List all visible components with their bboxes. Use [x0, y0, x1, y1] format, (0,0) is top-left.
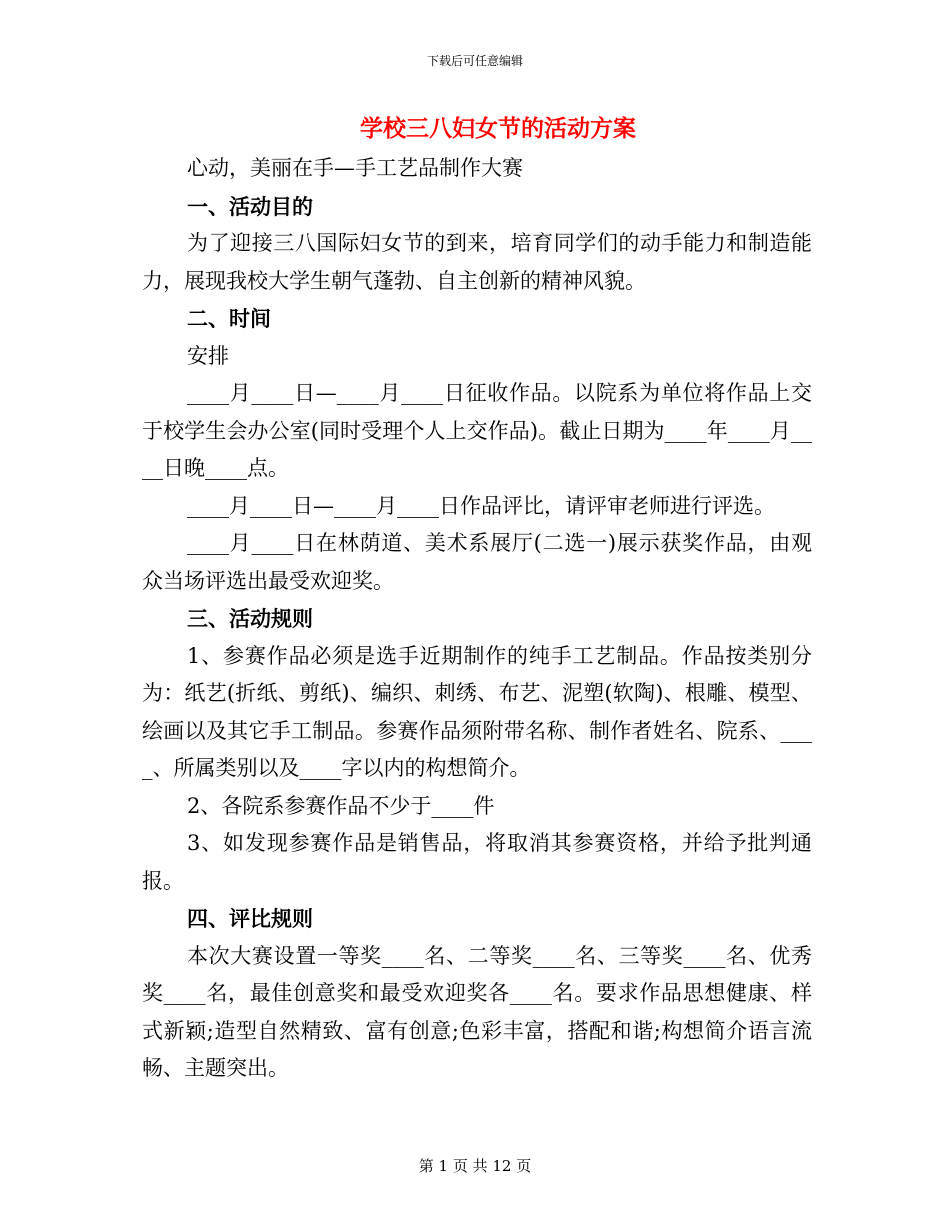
body-paragraph: 2、各院系参赛作品不少于____件: [187, 793, 495, 818]
page-header-note: 下载后可任意编辑: [426, 54, 523, 68]
body-paragraph: ____月____日—____月____日作品评比，请评审老师进行评选。: [187, 493, 775, 518]
body-paragraph: 本次大赛设置一等奖____名、二等奖____名、三等奖____名、优秀奖____名，最佳创意奖和最受欢迎奖各____名。要求作品思想健康、样式新颖;造型自然精致、富有创意;色彩丰富，搭配和谐;构想简介语言流畅、主题突出。: [142, 943, 812, 1080]
section-heading-rules: 三、活动规则: [187, 606, 313, 631]
body-paragraph: 安排: [187, 343, 229, 368]
subtitle-paragraph: 心动，美丽在手—手工艺品制作大赛: [187, 156, 523, 180]
body-paragraph: 为了迎接三八国际妇女节的到来，培育同学们的动手能力和制造能力，展现我校大学生朝气蓬勃、自主创新的精神风貌。: [142, 231, 812, 293]
section-heading-time: 二、时间: [187, 306, 271, 331]
document-title: 学校三八妇女节的活动方案: [360, 115, 636, 142]
page-footer: 第 1 页 共 12 页: [418, 1157, 532, 1175]
document-body: [142, 150, 812, 1088]
section-heading-judging: 四、评比规则: [187, 906, 313, 931]
body-paragraph: 3、如发现参赛作品是销售品，将取消其参赛资格，并给予批判通报。: [142, 831, 812, 893]
body-paragraph: ____月____日—____月____日征收作品。以院系为单位将作品上交于校学生会办公室(同时受理个人上交作品)。截止日期为____年____月____日晚____点。: [142, 381, 812, 480]
section-heading-purpose: 一、活动目的: [187, 193, 313, 219]
body-paragraph: ____月____日在林荫道、美术系展厅(二选一)展示获奖作品，由观众当场评选出最受欢迎奖。: [142, 531, 812, 593]
body-paragraph: 1、参赛作品必须是选手近期制作的纯手工艺制品。作品按类别分为：纸艺(折纸、剪纸)、编织、刺绣、布艺、泥塑(软陶)、根雕、模型、绘画以及其它手工制品。参赛作品须附带名称、制作者姓名、院系、____、所属类别以及____字以内的构想简介。: [142, 643, 812, 780]
